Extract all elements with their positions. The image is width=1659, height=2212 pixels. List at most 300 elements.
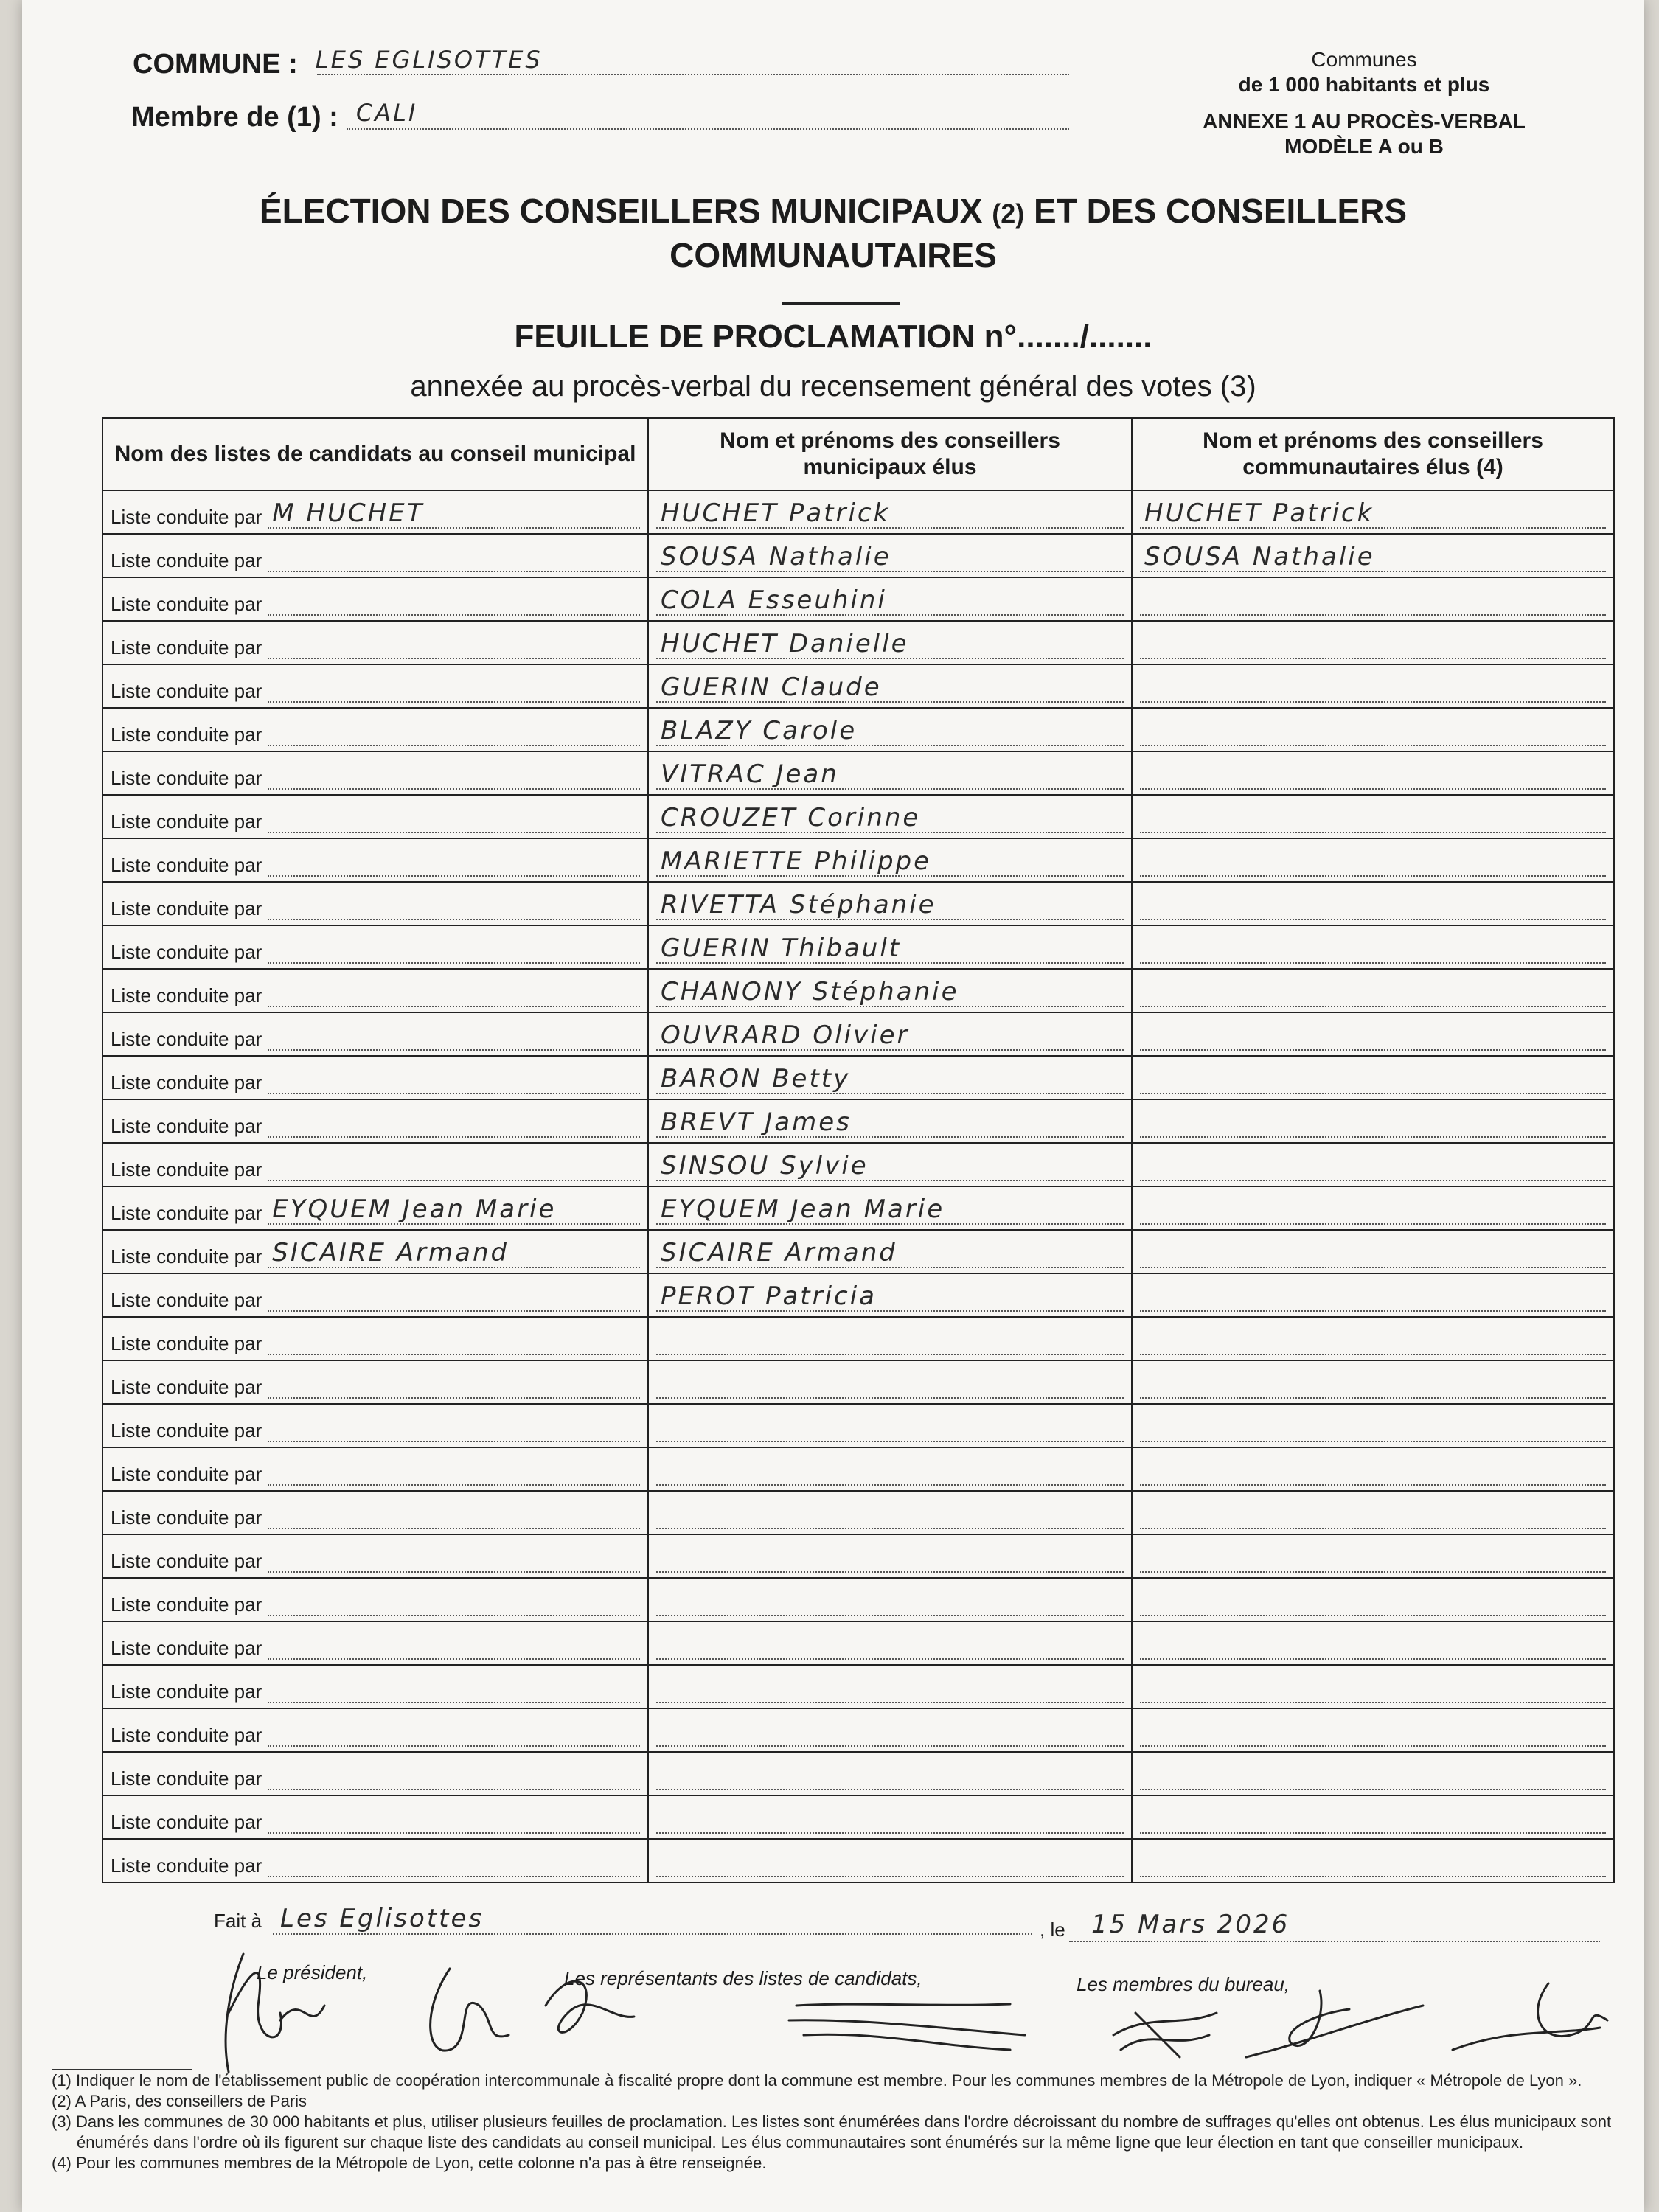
communautaire-field bbox=[1140, 1767, 1606, 1790]
list-cell bbox=[102, 534, 648, 577]
municipal-cell bbox=[648, 708, 1132, 751]
municipal-field bbox=[656, 803, 1124, 833]
commune-dotted-line bbox=[317, 74, 1069, 75]
list-head-field bbox=[268, 1854, 640, 1877]
table-row bbox=[102, 795, 1614, 838]
list-head-field bbox=[268, 984, 640, 1007]
municipal-cell bbox=[648, 1404, 1132, 1447]
municipal-field bbox=[656, 890, 1124, 920]
row-prefix: Liste conduite par bbox=[111, 1071, 262, 1093]
municipal-cell bbox=[648, 1839, 1132, 1882]
list-head-field bbox=[268, 636, 640, 659]
row-prefix: Liste conduite par bbox=[111, 1724, 262, 1746]
list-head-field bbox=[268, 592, 640, 616]
communautaire-field bbox=[1140, 1071, 1606, 1094]
commune-line bbox=[133, 46, 543, 80]
communautaire-field bbox=[1140, 1375, 1606, 1399]
table-row bbox=[102, 490, 1614, 534]
list-cell bbox=[102, 1665, 648, 1708]
list-head-field bbox=[268, 1194, 640, 1225]
communautaire-cell bbox=[1132, 621, 1614, 664]
row-prefix: Liste conduite par bbox=[111, 1680, 262, 1703]
municipal-cell bbox=[648, 1056, 1132, 1099]
communautaire-cell bbox=[1132, 1143, 1614, 1186]
table-row bbox=[102, 1404, 1614, 1447]
table-row bbox=[102, 1447, 1614, 1491]
communautaire-cell bbox=[1132, 751, 1614, 795]
communautaire-cell bbox=[1132, 1665, 1614, 1708]
list-cell bbox=[102, 1839, 648, 1882]
table-row bbox=[102, 1186, 1614, 1230]
municipal-cell bbox=[648, 1447, 1132, 1491]
row-prefix: Liste conduite par bbox=[111, 1506, 262, 1528]
col-header-communautaire: Nom et prénoms des conseillers communautaires élus (4) bbox=[1132, 418, 1614, 490]
communautaire-cell bbox=[1132, 1839, 1614, 1882]
communautaire-field bbox=[1140, 1201, 1606, 1225]
communautaire-field bbox=[1140, 1332, 1606, 1355]
title-line2: COMMUNAUTAIRES bbox=[669, 236, 997, 274]
list-head-field bbox=[268, 766, 640, 790]
municipal-elected-name: BREVT James bbox=[661, 1107, 852, 1137]
table-row bbox=[102, 751, 1614, 795]
row-prefix: Liste conduite par bbox=[111, 1550, 262, 1572]
fait-label: Fait à bbox=[214, 1910, 262, 1932]
communautaire-cell bbox=[1132, 1708, 1614, 1752]
municipal-elected-name: OUVRARD Olivier bbox=[661, 1020, 910, 1050]
municipal-cell bbox=[648, 795, 1132, 838]
list-cell bbox=[102, 751, 648, 795]
table-row bbox=[102, 708, 1614, 751]
municipal-field bbox=[656, 1332, 1124, 1355]
communautaire-cell bbox=[1132, 795, 1614, 838]
bureau-signature-1 bbox=[1113, 2013, 1217, 2057]
municipal-cell bbox=[648, 751, 1132, 795]
row-prefix: Liste conduite par bbox=[111, 810, 262, 832]
list-head-field bbox=[268, 853, 640, 877]
row-prefix: Liste conduite par bbox=[111, 636, 262, 658]
communautaire-field bbox=[1140, 542, 1606, 572]
annex-threshold: de 1 000 habitants et plus bbox=[1238, 73, 1490, 96]
communautaire-cell bbox=[1132, 882, 1614, 925]
title-line1-end: ET DES CONSEILLERS bbox=[1034, 192, 1408, 230]
list-head-field bbox=[268, 1071, 640, 1094]
row-prefix: Liste conduite par bbox=[111, 1332, 262, 1354]
page-title bbox=[22, 190, 1644, 276]
list-cell bbox=[102, 1752, 648, 1795]
list-cell bbox=[102, 1447, 648, 1491]
communautaire-field bbox=[1140, 1245, 1606, 1268]
table-row bbox=[102, 1143, 1614, 1186]
municipal-elected-name: SICAIRE Armand bbox=[661, 1238, 897, 1267]
municipal-cell bbox=[648, 1491, 1132, 1534]
communautaire-field bbox=[1140, 1158, 1606, 1181]
row-prefix: Liste conduite par bbox=[111, 506, 262, 528]
list-cell bbox=[102, 925, 648, 969]
communautaire-cell bbox=[1132, 925, 1614, 969]
list-cell bbox=[102, 1578, 648, 1621]
municipal-field bbox=[656, 1462, 1124, 1486]
municipal-elected-name: CHANONY Stéphanie bbox=[661, 977, 959, 1006]
municipal-elected-name: HUCHET Patrick bbox=[661, 498, 891, 528]
communautaire-cell bbox=[1132, 1317, 1614, 1360]
title-rule bbox=[782, 302, 900, 305]
communautaire-field bbox=[1140, 592, 1606, 616]
communautaire-field bbox=[1140, 679, 1606, 703]
municipal-field bbox=[656, 1767, 1124, 1790]
communautaire-cell bbox=[1132, 490, 1614, 534]
representants-label: Les représentants des listes de candidats, bbox=[564, 1967, 922, 1989]
list-head-field bbox=[268, 897, 640, 920]
communautaire-field bbox=[1140, 1810, 1606, 1834]
communautaire-field bbox=[1140, 1723, 1606, 1747]
annex-model: MODÈLE A ou B bbox=[1284, 135, 1444, 158]
municipal-cell bbox=[648, 1012, 1132, 1056]
communautaire-field bbox=[1140, 940, 1606, 964]
municipal-field bbox=[656, 1281, 1124, 1312]
municipal-field bbox=[656, 1151, 1124, 1181]
communautaire-cell bbox=[1132, 1360, 1614, 1404]
table-row bbox=[102, 1317, 1614, 1360]
bureau-label: Les membres du bureau, bbox=[1077, 1973, 1290, 1995]
municipal-cell bbox=[648, 838, 1132, 882]
list-head-value: SICAIRE Armand bbox=[272, 1238, 509, 1267]
membre-line bbox=[131, 99, 418, 133]
list-cell bbox=[102, 1012, 648, 1056]
representative-signature-3 bbox=[789, 2004, 1025, 2050]
municipal-cell bbox=[648, 1534, 1132, 1578]
municipal-cell bbox=[648, 490, 1132, 534]
communautaire-cell bbox=[1132, 534, 1614, 577]
table-row bbox=[102, 1099, 1614, 1143]
communautaire-field bbox=[1140, 1462, 1606, 1486]
municipal-field bbox=[656, 977, 1124, 1007]
table-row bbox=[102, 1534, 1614, 1578]
list-cell bbox=[102, 1404, 648, 1447]
municipal-field bbox=[656, 1506, 1124, 1529]
row-prefix: Liste conduite par bbox=[111, 1767, 262, 1790]
municipal-elected-name: SOUSA Nathalie bbox=[661, 542, 891, 571]
footnote-2: (2) A Paris, des conseillers de Paris bbox=[52, 2092, 307, 2110]
communautaire-field bbox=[1140, 498, 1606, 529]
list-cell bbox=[102, 708, 648, 751]
list-cell bbox=[102, 1056, 648, 1099]
municipal-cell bbox=[648, 1317, 1132, 1360]
proclamation-sheet bbox=[22, 0, 1644, 2212]
municipal-elected-name: HUCHET Danielle bbox=[661, 629, 909, 658]
list-cell bbox=[102, 1186, 648, 1230]
communautaire-field bbox=[1140, 853, 1606, 877]
communautaire-cell bbox=[1132, 1795, 1614, 1839]
list-head-value: EYQUEM Jean Marie bbox=[272, 1194, 557, 1224]
list-head-field bbox=[268, 1419, 640, 1442]
communautaire-field bbox=[1140, 810, 1606, 833]
communautaire-cell bbox=[1132, 664, 1614, 708]
footnote-3: (3) Dans les communes de 30 000 habitants et plus, utiliser plusieurs feuilles de proclamation. Les listes sont énumérées dans l'ordre décroissant du nombre de suffrages qu'elles ont obtenus. Les élus municipaux sont énumérés dans l'ordre où ils figurent sur chaque liste des candidats au conseil municipal. Les élus communautaires sont énumérés sur la même ligne que leur élection en tant que conseiller municipaux. bbox=[52, 2112, 1612, 2152]
table-row bbox=[102, 1839, 1614, 1882]
list-cell bbox=[102, 1795, 648, 1839]
municipal-elected-name: GUERIN Claude bbox=[661, 672, 882, 702]
municipal-cell bbox=[648, 534, 1132, 577]
row-prefix: Liste conduite par bbox=[111, 1289, 262, 1311]
municipal-elected-name: COLA Esseuhini bbox=[661, 585, 887, 615]
footnotes bbox=[52, 2070, 1622, 2174]
communautaire-cell bbox=[1132, 1491, 1614, 1534]
communautaire-cell bbox=[1132, 1273, 1614, 1317]
row-prefix: Liste conduite par bbox=[111, 680, 262, 702]
list-cell bbox=[102, 1143, 648, 1186]
municipal-cell bbox=[648, 1795, 1132, 1839]
communautaire-elected-name: HUCHET Patrick bbox=[1144, 498, 1374, 528]
row-prefix: Liste conduite par bbox=[111, 1419, 262, 1441]
communautaire-cell bbox=[1132, 577, 1614, 621]
municipal-field bbox=[656, 1375, 1124, 1399]
membre-value: CALI bbox=[355, 99, 418, 127]
table-row bbox=[102, 577, 1614, 621]
table-row bbox=[102, 664, 1614, 708]
communautaire-cell bbox=[1132, 1534, 1614, 1578]
date-value: 15 Mars 2026 bbox=[1091, 1910, 1290, 1939]
list-head-field bbox=[268, 1332, 640, 1355]
row-prefix: Liste conduite par bbox=[111, 1376, 262, 1398]
table-row bbox=[102, 1578, 1614, 1621]
table-row bbox=[102, 1012, 1614, 1056]
municipal-cell bbox=[648, 1360, 1132, 1404]
list-head-field bbox=[268, 940, 640, 964]
row-prefix: Liste conduite par bbox=[111, 767, 262, 789]
communautaire-field bbox=[1140, 1593, 1606, 1616]
municipal-cell bbox=[648, 1230, 1132, 1273]
row-prefix: Liste conduite par bbox=[111, 984, 262, 1006]
table-row bbox=[102, 1056, 1614, 1099]
row-prefix: Liste conduite par bbox=[111, 1463, 262, 1485]
table-row bbox=[102, 1665, 1614, 1708]
table-row bbox=[102, 925, 1614, 969]
feuille-heading: FEUILLE DE PROCLAMATION n°......./....... bbox=[514, 319, 1152, 355]
fait-value: Les Eglisottes bbox=[280, 1904, 484, 1933]
municipal-field bbox=[656, 1020, 1124, 1051]
bureau-signature-3 bbox=[1453, 1983, 1607, 2050]
communautaire-cell bbox=[1132, 1230, 1614, 1273]
municipal-field bbox=[656, 759, 1124, 790]
list-head-field bbox=[268, 1810, 640, 1834]
representative-signature-1 bbox=[431, 1969, 509, 2051]
row-prefix: Liste conduite par bbox=[111, 593, 262, 615]
municipal-cell bbox=[648, 1708, 1132, 1752]
footnote-1: (1) Indiquer le nom de l'établissement public de coopération intercommunale à fiscalité propre dont la commune est membre. Pour les communes membres de la Métropole de Lyon, indiquer « Métropole de Lyon ». bbox=[52, 2071, 1582, 2090]
communautaire-cell bbox=[1132, 1056, 1614, 1099]
list-head-field bbox=[268, 1636, 640, 1660]
row-prefix: Liste conduite par bbox=[111, 1593, 262, 1615]
list-head-field bbox=[268, 1593, 640, 1616]
municipal-cell bbox=[648, 925, 1132, 969]
communautaire-cell bbox=[1132, 1099, 1614, 1143]
row-prefix: Liste conduite par bbox=[111, 1245, 262, 1267]
municipal-field bbox=[656, 498, 1124, 529]
communautaire-field bbox=[1140, 1114, 1606, 1138]
communautaire-field bbox=[1140, 766, 1606, 790]
bureau-signature-2 bbox=[1246, 1991, 1423, 2057]
municipal-field bbox=[656, 629, 1124, 659]
communautaire-cell bbox=[1132, 1447, 1614, 1491]
row-prefix: Liste conduite par bbox=[111, 1028, 262, 1050]
table-row bbox=[102, 621, 1614, 664]
commune-label: COMMUNE : bbox=[133, 49, 298, 80]
municipal-field bbox=[656, 1238, 1124, 1268]
list-cell bbox=[102, 1230, 648, 1273]
table-row bbox=[102, 1491, 1614, 1534]
municipal-field bbox=[656, 1723, 1124, 1747]
table-row bbox=[102, 534, 1614, 577]
table-row bbox=[102, 1360, 1614, 1404]
proclamation-table bbox=[102, 417, 1615, 1883]
signatures bbox=[199, 1924, 1644, 2087]
municipal-field bbox=[656, 1107, 1124, 1138]
table-row bbox=[102, 882, 1614, 925]
list-head-field bbox=[268, 1680, 640, 1703]
municipal-field bbox=[656, 846, 1124, 877]
municipal-field bbox=[656, 1810, 1124, 1834]
municipal-cell bbox=[648, 1578, 1132, 1621]
list-head-field bbox=[268, 1462, 640, 1486]
membre-label: Membre de (1) : bbox=[131, 102, 338, 133]
communautaire-field bbox=[1140, 1854, 1606, 1877]
table-row bbox=[102, 1752, 1614, 1795]
list-head-field bbox=[268, 1506, 640, 1529]
municipal-elected-name: EYQUEM Jean Marie bbox=[661, 1194, 945, 1224]
municipal-field bbox=[656, 1064, 1124, 1094]
representative-signature-2 bbox=[546, 1981, 634, 2032]
col-header-lists: Nom des listes de candidats au conseil municipal bbox=[102, 418, 648, 490]
communautaire-cell bbox=[1132, 1578, 1614, 1621]
list-cell bbox=[102, 621, 648, 664]
list-cell bbox=[102, 577, 648, 621]
municipal-field bbox=[656, 672, 1124, 703]
list-head-field bbox=[268, 1114, 640, 1138]
municipal-cell bbox=[648, 1273, 1132, 1317]
row-prefix: Liste conduite par bbox=[111, 1854, 262, 1877]
list-cell bbox=[102, 490, 648, 534]
row-prefix: Liste conduite par bbox=[111, 897, 262, 919]
communautaire-field bbox=[1140, 1288, 1606, 1312]
commune-value: LES EGLISOTTES bbox=[315, 46, 543, 74]
municipal-elected-name: VITRAC Jean bbox=[661, 759, 839, 789]
municipal-field bbox=[656, 1419, 1124, 1442]
municipal-elected-name: CROUZET Corinne bbox=[661, 803, 921, 832]
communautaire-cell bbox=[1132, 1752, 1614, 1795]
municipal-cell bbox=[648, 882, 1132, 925]
communautaire-cell bbox=[1132, 1012, 1614, 1056]
municipal-elected-name: BLAZY Carole bbox=[661, 716, 858, 745]
municipal-elected-name: GUERIN Thibault bbox=[661, 933, 902, 963]
list-cell bbox=[102, 1317, 648, 1360]
list-cell bbox=[102, 882, 648, 925]
footnote-4: (4) Pour les communes membres de la Métropole de Lyon, cette colonne n'a pas à être renseignée. bbox=[52, 2154, 767, 2172]
list-head-field bbox=[268, 1723, 640, 1747]
municipal-cell bbox=[648, 664, 1132, 708]
list-head-field bbox=[268, 1375, 640, 1399]
communautaire-field bbox=[1140, 636, 1606, 659]
list-head-field bbox=[268, 1027, 640, 1051]
communautaire-cell bbox=[1132, 708, 1614, 751]
list-head-field bbox=[268, 1288, 640, 1312]
communautaire-cell bbox=[1132, 969, 1614, 1012]
list-head-field bbox=[268, 498, 640, 529]
communautaire-field bbox=[1140, 1549, 1606, 1573]
municipal-cell bbox=[648, 1665, 1132, 1708]
municipal-field bbox=[656, 933, 1124, 964]
row-prefix: Liste conduite par bbox=[111, 854, 262, 876]
list-cell bbox=[102, 1491, 648, 1534]
communautaire-field bbox=[1140, 1506, 1606, 1529]
col-header-municipal: Nom et prénoms des conseillers municipaux élus bbox=[648, 418, 1132, 490]
row-prefix: Liste conduite par bbox=[111, 549, 262, 571]
table-row bbox=[102, 1708, 1614, 1752]
table-row bbox=[102, 969, 1614, 1012]
municipal-elected-name: MARIETTE Philippe bbox=[661, 846, 932, 876]
list-head-field bbox=[268, 679, 640, 703]
municipal-cell bbox=[648, 1752, 1132, 1795]
row-prefix: Liste conduite par bbox=[111, 1637, 262, 1659]
annexee-subtitle: annexée au procès-verbal du recensement général des votes (3) bbox=[410, 370, 1256, 403]
municipal-cell bbox=[648, 1186, 1132, 1230]
table-row bbox=[102, 838, 1614, 882]
list-cell bbox=[102, 1360, 648, 1404]
list-cell bbox=[102, 1708, 648, 1752]
municipal-cell bbox=[648, 1099, 1132, 1143]
municipal-elected-name: SINSOU Sylvie bbox=[661, 1151, 869, 1180]
annex-communes: Communes bbox=[1311, 48, 1417, 71]
table-row bbox=[102, 1795, 1614, 1839]
municipal-cell bbox=[648, 1143, 1132, 1186]
communautaire-field bbox=[1140, 984, 1606, 1007]
municipal-field bbox=[656, 1194, 1124, 1225]
list-cell bbox=[102, 664, 648, 708]
communautaire-field bbox=[1140, 1680, 1606, 1703]
president-signature bbox=[226, 1954, 324, 2072]
annex-info bbox=[1172, 47, 1556, 159]
communautaire-cell bbox=[1132, 1404, 1614, 1447]
table-row bbox=[102, 1621, 1614, 1665]
communautaire-field bbox=[1140, 897, 1606, 920]
list-head-field bbox=[268, 723, 640, 746]
list-head-field bbox=[268, 810, 640, 833]
annex-title: ANNEXE 1 AU PROCÈS-VERBAL bbox=[1203, 110, 1526, 133]
title-note: (2) bbox=[992, 198, 1025, 229]
municipal-field bbox=[656, 1680, 1124, 1703]
municipal-elected-name: RIVETTA Stéphanie bbox=[661, 890, 936, 919]
list-head-field bbox=[268, 549, 640, 572]
list-head-field bbox=[268, 1238, 640, 1268]
membre-dotted-line bbox=[347, 128, 1069, 130]
municipal-cell bbox=[648, 621, 1132, 664]
municipal-field bbox=[656, 1854, 1124, 1877]
list-head-field bbox=[268, 1158, 640, 1181]
communautaire-field bbox=[1140, 1636, 1606, 1660]
communautaire-elected-name: SOUSA Nathalie bbox=[1144, 542, 1375, 571]
list-cell bbox=[102, 795, 648, 838]
list-cell bbox=[102, 838, 648, 882]
row-prefix: Liste conduite par bbox=[111, 941, 262, 963]
communautaire-cell bbox=[1132, 1621, 1614, 1665]
president-label: Le président, bbox=[257, 1961, 368, 1983]
municipal-elected-name: PEROT Patricia bbox=[661, 1281, 877, 1311]
municipal-cell bbox=[648, 969, 1132, 1012]
date-label: , le bbox=[1040, 1919, 1065, 1941]
list-cell bbox=[102, 1621, 648, 1665]
municipal-field bbox=[656, 1549, 1124, 1573]
communautaire-field bbox=[1140, 1419, 1606, 1442]
row-prefix: Liste conduite par bbox=[111, 1158, 262, 1180]
